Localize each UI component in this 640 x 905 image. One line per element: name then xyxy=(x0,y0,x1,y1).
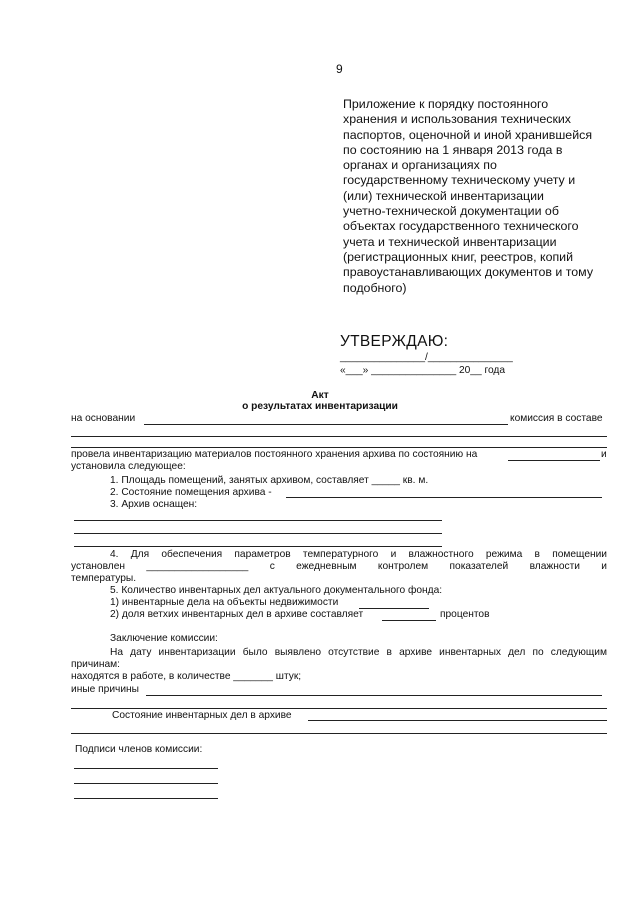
appendix-line: по состоянию на 1 января 2013 года в xyxy=(343,142,563,157)
condition-label: Состояние инвентарных дел в архиве xyxy=(112,710,292,721)
real-estate-count-line xyxy=(359,608,429,609)
equipment-line xyxy=(74,533,442,534)
room-condition-line xyxy=(286,497,602,498)
appendix-line: хранения и использования технических xyxy=(343,112,571,127)
item-5: 5. Количество инвентарных дел актуального документального фонда: xyxy=(110,585,443,596)
item-3: 3. Архив оснащен: xyxy=(110,499,198,510)
conducted-and: и xyxy=(601,449,607,460)
signature-line xyxy=(74,798,218,799)
absence-line-2: причинам: xyxy=(71,659,120,670)
item-5-2: 2) доля ветхих инвентарных дел в архиве составляет xyxy=(110,609,364,620)
condition-line xyxy=(71,733,607,734)
signature-line xyxy=(74,783,218,784)
page-number: 9 xyxy=(336,62,343,76)
other-reasons-label: иные причины xyxy=(71,684,139,695)
item-2: 2. Состояние помещения архива - xyxy=(110,487,272,498)
approval-date-line: «___» _______________ 20__ года xyxy=(340,365,506,376)
absence-line-1: На дату инвентаризации было выявлено отсутствие в архиве инвентарных дел по следующим xyxy=(110,647,607,658)
appendix-line: органах и организациях по xyxy=(343,158,497,173)
commission-field-line xyxy=(71,447,607,448)
item-4-line-2: установлен __________________ с ежедневным контролем показателей влажности и xyxy=(71,561,607,572)
basis-field-line xyxy=(144,424,508,425)
other-reasons-line xyxy=(71,708,607,709)
established-label: установила следующее: xyxy=(71,461,186,472)
conducted-text: провела инвентаризацию материалов постоянного хранения архива по состоянию на xyxy=(71,449,478,460)
equipment-line xyxy=(74,546,442,547)
appendix-line: правоустанавливающих документов и тому xyxy=(343,265,594,280)
approval-signature-line: _______________/_______________ xyxy=(340,352,513,363)
approval-title: УТВЕРЖДАЮ: xyxy=(340,333,449,350)
item-1: 1. Площадь помещений, занятых архивом, составляет _____ кв. м. xyxy=(110,475,429,486)
appendix-note xyxy=(343,97,613,296)
other-reasons-line xyxy=(146,695,602,696)
item-5-2-unit: процентов xyxy=(440,609,490,620)
commission-field-line xyxy=(71,436,607,437)
appendix-line: (регистрационных книг, реестров, копий xyxy=(343,249,574,264)
date-field-line xyxy=(508,460,600,461)
item-4-line-3: температуры. xyxy=(71,573,137,584)
decrepit-share-line xyxy=(382,620,436,621)
basis-label: на основании xyxy=(71,413,136,424)
condition-line xyxy=(308,720,607,721)
conclusion-label: Заключение комиссии: xyxy=(110,633,218,644)
appendix-line: государственному техническому учету и xyxy=(343,173,576,188)
appendix-line: учета и технической инвентаризации xyxy=(343,234,557,249)
appendix-line: Приложение к порядку постоянного xyxy=(343,97,549,111)
act-title: Акт xyxy=(311,390,329,401)
commission-label: комиссия в составе xyxy=(510,413,603,424)
signature-line xyxy=(74,768,218,769)
equipment-line xyxy=(74,520,442,521)
appendix-line: объектах государственного технического xyxy=(343,219,579,234)
appendix-line: учетно-технической документации об xyxy=(343,204,559,219)
item-4-line-1: 4. Для обеспечения параметров температурного и влажностного режима в помещении xyxy=(110,549,607,560)
item-5-1: 1) инвентарные дела на объекты недвижимости xyxy=(110,597,339,608)
act-subtitle: о результатах инвентаризации xyxy=(242,401,398,412)
appendix-line: паспортов, оценочной и иной хранившейся xyxy=(343,127,593,142)
signatures-label: Подписи членов комиссии: xyxy=(75,744,203,755)
appendix-line: подобного) xyxy=(343,280,407,295)
appendix-line: (или) технической инвентаризации xyxy=(343,188,544,203)
in-work-line: находятся в работе, в количестве _______ штук; xyxy=(71,671,302,682)
